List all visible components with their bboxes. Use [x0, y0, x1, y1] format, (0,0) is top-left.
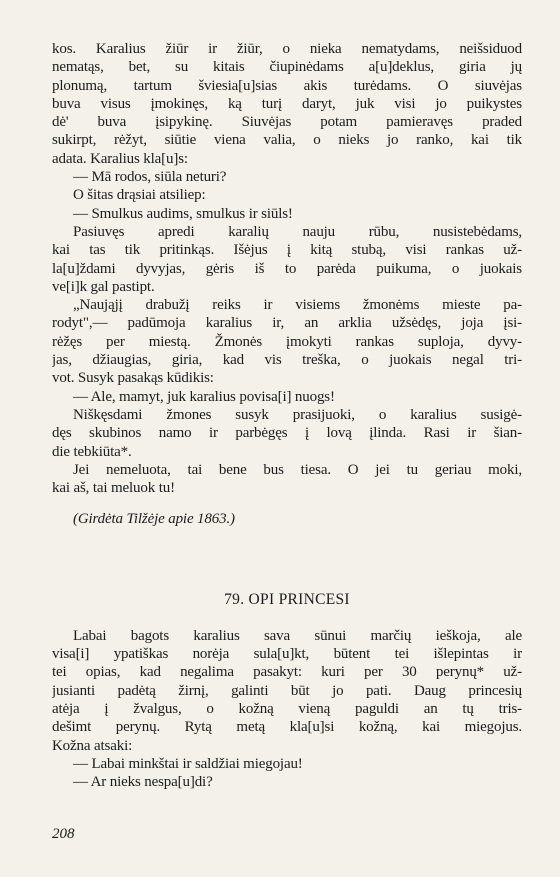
text-line: la[u]ždami dyvyjas, gėris iš to parėda puikuma, o juokais	[52, 260, 522, 277]
text-line: rėžęs per miestą. Žmonės įmokyti rankas suploja, dyvy-	[52, 333, 522, 350]
text-line: dešimt perynų. Rytą metą kla[u]si kožną, kai miegojus.	[52, 719, 522, 736]
text-line: dė' buva įsipykinę. Siuvėjas potam pamieravęs praded	[52, 114, 522, 131]
text-line: Kožna atsaki:	[52, 737, 133, 754]
text-line: nematąs, bet, su kitais čiupinėdams a[u]deklus, giria jų	[52, 59, 522, 76]
text-line: tei opias, kad negalima pasakyt: kuri per 30 perynų* už-	[52, 664, 522, 681]
text-line: Pasiuvęs apredi karalių nauju rūbu, nusistebėdams,	[73, 223, 522, 240]
text-line: Jei nemeluota, tai bene bus tiesa. O jei tu geriau moki,	[73, 461, 522, 478]
dialogue-line: — Ale, mamyt, juk karalius povisa[i] nuogs!	[73, 388, 335, 405]
text-line: adata. Karalius kla[u]s:	[52, 150, 188, 167]
dialogue-line: — Ar nieks nespa[u]di?	[73, 774, 213, 791]
text-line: dęs skubinos namo ir parbėgęs į lovą įlinda. Rasi ir šian-	[52, 425, 522, 442]
text-line: kai tas tik pritinkąs. Išėjus į kitą stubą, visi rankas už-	[52, 242, 522, 259]
dialogue-line: — Mā rodos, siūla neturi?	[73, 169, 227, 186]
text-line: jusianti padėtą žirnį, galinti būt jo pati. Daug princesių	[52, 682, 522, 699]
text-line: Labai bagots karalius sava sūnui marčių ieškoja, ale	[73, 627, 522, 644]
text-line: ve[i]k gal pastipt.	[52, 278, 155, 295]
text-line: visa[i] ypatiškas norėja sula[u]kt, būtent tei išlepintas ir	[52, 646, 522, 663]
text-line: rodyt",— padūmoja karalius ir, an arklia užsėdęs, joja įsi-	[52, 315, 522, 332]
text-line: buva visus įmokinęs, ką turį daryt, juk visi jo puikystes	[52, 95, 522, 112]
text-line: jas, džiaugias, giria, kad vis treška, o juokais negal tri-	[52, 352, 522, 369]
page-number: 208	[52, 826, 75, 842]
story-text-block-2	[52, 627, 522, 792]
text-line: die tebkiūta*.	[52, 443, 132, 460]
text-line: kai aš, tai meluok tu!	[52, 480, 175, 497]
text-line: sukirpt, rėžyt, siūtie viena valia, o nieks jo ranko, kai tik	[52, 132, 522, 149]
text-line: atėja į žvalgus, o kožną vieną paguldi an tų tris-	[52, 700, 522, 717]
text-line: Niškęsdami žmones susyk prasijuoki, o karalius susigė-	[73, 406, 522, 423]
text-line: kos. Karalius žiūr ir žiūr, o nieka nematydams, neišsiduod	[52, 41, 522, 57]
source-note: (Girdėta Tilžėje apie 1863.)	[73, 511, 235, 528]
text-line: „Naująjį drabužį reiks ir visiems žmonėms mieste pa-	[73, 297, 522, 314]
dialogue-line: — Smulkus audims, smulkus ir siūls!	[73, 205, 293, 222]
dialogue-line: — Labai minkštai ir saldžiai miegojau!	[73, 755, 303, 772]
text-line: O šitas drąsiai atsiliep:	[73, 187, 206, 204]
text-line: vot. Susyk pasakąs kūdikis:	[52, 370, 214, 387]
text-line: plonumą, tartum šviesia[u]sias akis turėdams. O siuvėjas	[52, 77, 522, 94]
story-text-block	[52, 40, 522, 497]
chapter-heading: 79. OPI PRINCESI	[224, 590, 350, 608]
